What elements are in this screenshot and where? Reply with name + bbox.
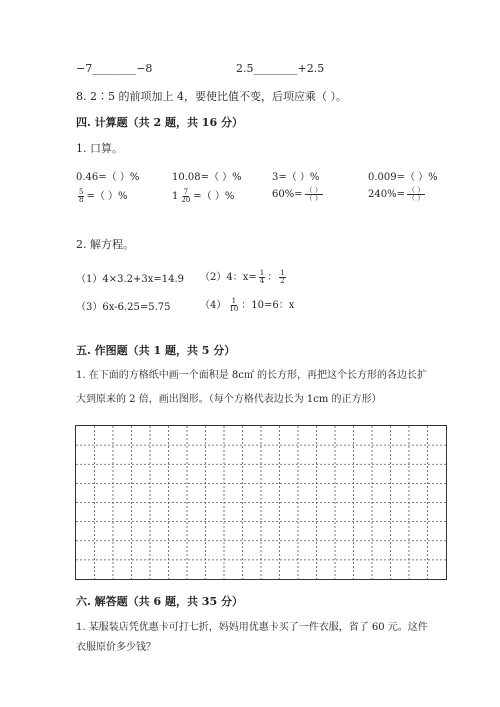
fraction: $\frac{1}{10}$ — [229, 297, 239, 313]
oral-item-8: 240%= $\frac{( )}{( )}$ — [368, 186, 425, 202]
question-8: 8. 2∶5 的前项加上 4，要使比值不变，后项应乘（ ）。 — [76, 90, 347, 103]
oral-item-2: 10.08=（ ）% — [172, 172, 242, 183]
fraction: $\frac{( )}{( )}$ — [407, 186, 425, 202]
q1-oral-label: 1. 口算。 — [76, 142, 123, 155]
equation-2: （2）4：x= $\frac{1}{4}$ ： $\frac{1}{2}$ — [200, 269, 285, 285]
fraction: $\frac{1}{4}$ — [259, 269, 265, 285]
equation-1: （1）4×3.2+3x=14.9 — [76, 274, 185, 285]
oral-item-7: 60%= $\frac{( )}{( )}$ — [272, 186, 322, 202]
oral-item-3: 3=（ ）% — [272, 172, 320, 183]
section-5-question-line-2: 大到原来的 2 倍，画出图形。（每个方格代表边长为 1cm 的正方形） — [76, 394, 382, 405]
section-6-question-line-1: 1. 某服装店凭优惠卡可打七折，妈妈用优惠卡买了一件衣服，省了 60 元。这件 — [76, 622, 428, 633]
equation-4: （4） $\frac{1}{10}$ ：10=6：x — [200, 297, 295, 313]
blank-compare-left: −7________−8 — [76, 62, 153, 75]
fraction: $\frac{5}{8}$ — [79, 188, 84, 204]
section-6-title: 六. 解答题（共 6 题，共 35 分） — [76, 595, 243, 608]
section-5-title: 五. 作图题（共 1 题，共 5 分） — [76, 344, 236, 357]
section-5-question-line-1: 1. 在下面的方格纸中画一个面积是 8c㎡ 的长方形，再把这个长方形的各边长扩 — [76, 370, 428, 381]
fraction: $\frac{7}{20}$ — [181, 188, 191, 204]
fraction: $\frac{1}{2}$ — [280, 269, 285, 285]
section-6-question-line-2: 衣服原价多少钱？ — [76, 642, 156, 653]
oral-item-4: 0.009=（ ）% — [368, 172, 438, 183]
fraction: $\frac{( )}{( )}$ — [305, 186, 322, 202]
oral-item-1: 0.46=（ ）% — [76, 172, 140, 183]
oral-item-5: $\frac{5}{8}$ =（ ）% — [79, 188, 128, 204]
section-4-title: 四. 计算题（共 2 题，共 16 分） — [76, 116, 243, 129]
grid-paper[interactable] — [75, 425, 447, 580]
q2-equations-label: 2. 解方程。 — [76, 238, 134, 251]
grid-lines — [76, 426, 446, 579]
oral-item-6: 1 $\frac{7}{20}$ =（ ）% — [172, 188, 235, 204]
blank-compare-right: 2.5________+2.5 — [236, 62, 325, 75]
equation-3: （3）6x-6.25=5.75 — [76, 302, 171, 313]
